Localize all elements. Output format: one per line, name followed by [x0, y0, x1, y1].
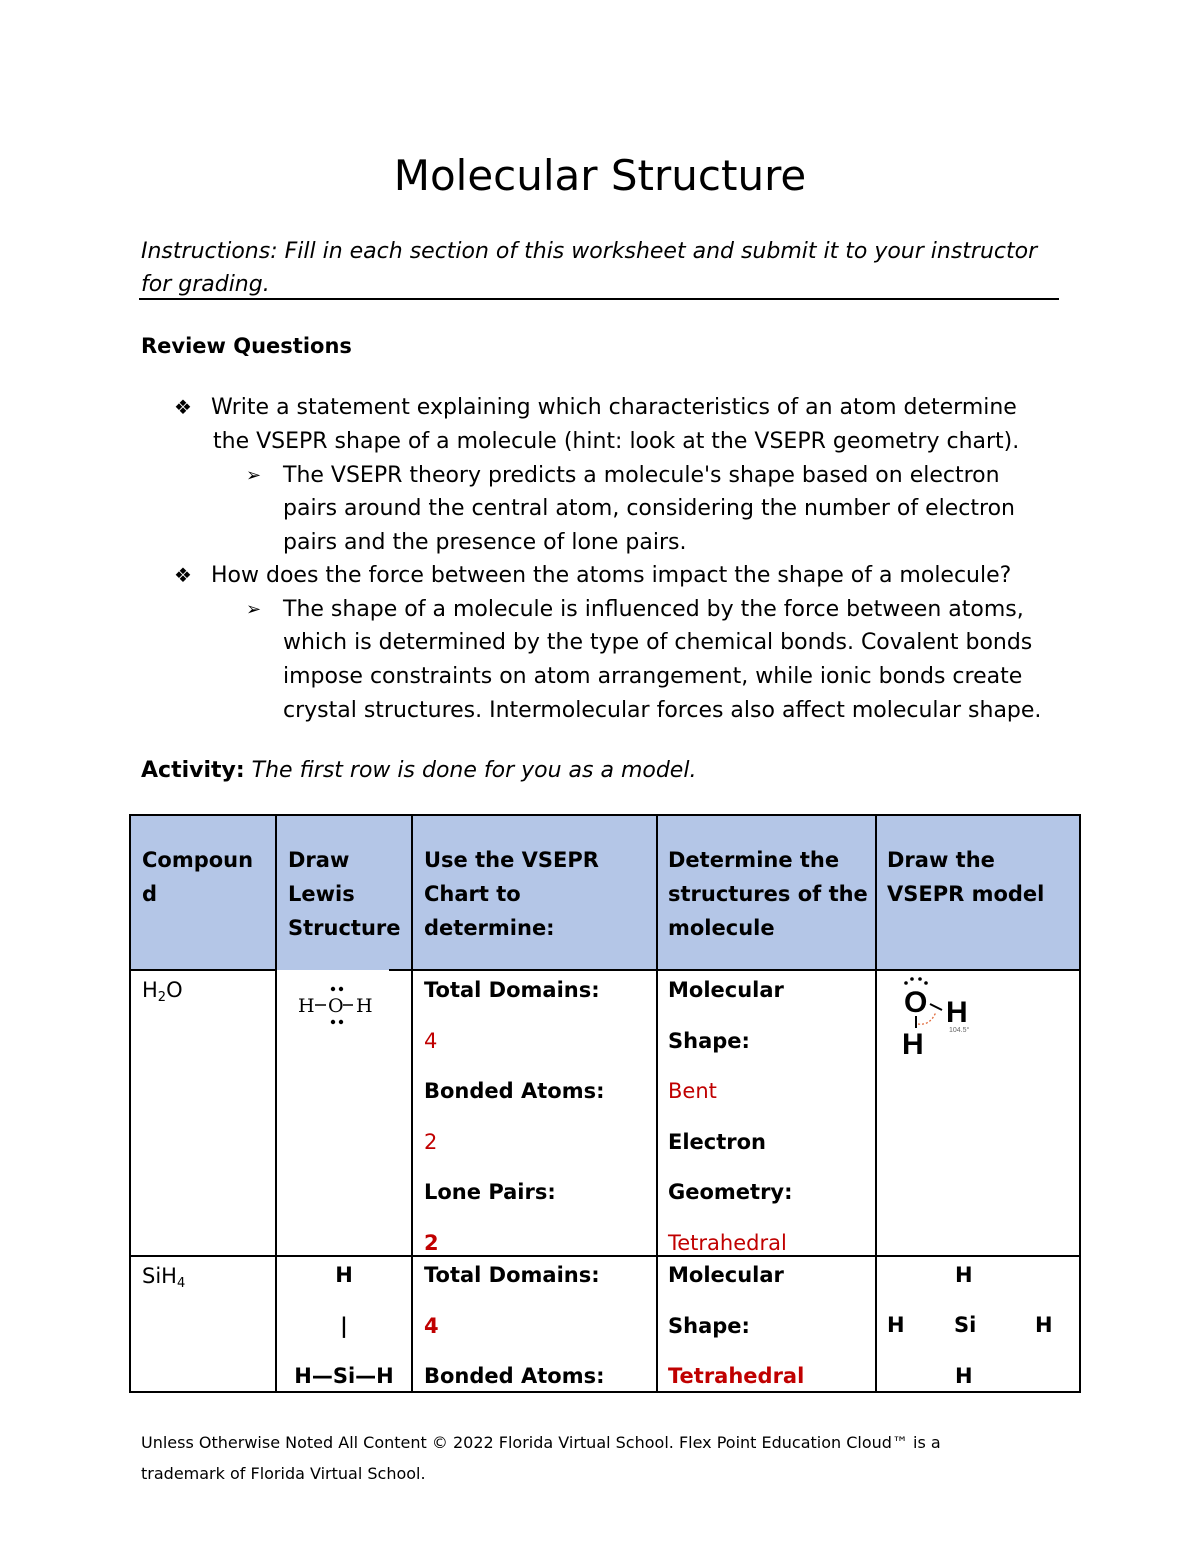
model-o: O [904, 986, 928, 1019]
activity-label: Activity: [141, 758, 245, 783]
compound-h2o: $H_2O$ [142, 978, 183, 1005]
model-h-left: H [887, 1313, 905, 1337]
arrow-bullet-icon: ➢ [246, 465, 262, 486]
diamond-bullet-icon: ❖ [174, 395, 192, 419]
activity-line [141, 758, 696, 783]
answer-1-line-3: pairs and the presence of lone pairs. [283, 530, 687, 555]
question-1-line-2: the VSEPR shape of a molecule (hint: look at the VSEPR geometry chart). [213, 429, 1020, 454]
header-lewis: Draw Lewis Structure [288, 848, 401, 940]
table-border-bottom [129, 1391, 1081, 1393]
vsepr-model-h2o [896, 976, 986, 1061]
lewis-structure-h2o [296, 980, 386, 1030]
table-divider [656, 814, 658, 1393]
lewis-structure-sih4: H | H—Si—H [294, 1263, 394, 1388]
structures-h2o: Molecular Shape: Bent Electron Geometry: Tetrahedral [668, 978, 793, 1255]
model-h-right: H [1035, 1313, 1053, 1337]
question-2-line-1: How does the force between the atoms impact the shape of a molecule? [211, 563, 1012, 588]
vsepr-values-sih4: Total Domains: 4 Bonded Atoms: [424, 1263, 605, 1388]
header-structures: Determine the structures of the molecule [668, 848, 868, 940]
table-border-top [129, 814, 1081, 816]
model-h-bottom: H [955, 1364, 973, 1388]
model-angle: 104.5° [949, 1027, 970, 1034]
lewis-o-center: O [328, 995, 344, 1017]
table-divider [875, 814, 877, 1393]
lewis-h-right: H [356, 995, 373, 1017]
table-row-divider [129, 969, 277, 971]
header-vsepr: Use the VSEPR Chart to determine: [424, 848, 599, 940]
table-divider [411, 814, 413, 1393]
answer-2-line-4: crystal structures. Intermolecular forces also affect molecular shape. [283, 698, 1042, 723]
answer-1-line-1: The VSEPR theory predicts a molecule's shape based on electron [283, 463, 1000, 488]
answer-2-line-2: which is determined by the type of chemical bonds. Covalent bonds [283, 630, 1033, 655]
model-si-center: Si [954, 1313, 977, 1337]
diamond-bullet-icon: ❖ [174, 563, 192, 587]
footer-copyright: Unless Otherwise Noted All Content © 2022 Florida Virtual School. Flex Point Education Cloud™ is a trademark of Florida Virtual School. [141, 1433, 941, 1483]
table-border-right [1079, 814, 1081, 1393]
compound-sih4: SiH$_4$ [142, 1264, 186, 1291]
header-compound: Compoun d [142, 848, 254, 906]
table-row-divider [129, 1255, 1081, 1257]
vsepr-values-h2o: Total Domains: 4 Bonded Atoms: 2 Lone Pairs: 2 [424, 978, 605, 1255]
model-h-top: H [955, 1263, 973, 1287]
question-1-line-1: Write a statement explaining which characteristics of an atom determine [211, 395, 1017, 420]
answer-2-line-1: The shape of a molecule is influenced by the force between atoms, [283, 597, 1024, 622]
table-border-left [129, 814, 131, 1393]
lewis-h-left: H [298, 995, 315, 1017]
divider-line [139, 298, 1059, 300]
arrow-bullet-icon: ➢ [246, 599, 262, 620]
answer-1-line-2: pairs around the central atom, considering the number of electron [283, 496, 1015, 521]
review-heading: Review Questions [141, 334, 352, 358]
activity-note: The first row is done for you as a model. [251, 758, 697, 783]
instructions-text: Instructions: Fill in each section of this worksheet and submit it to your instructor for grading. [141, 239, 1038, 297]
model-h-bottom: H [902, 1028, 924, 1061]
structures-sih4: Molecular Shape: Tetrahedral [668, 1263, 805, 1388]
model-h-right: H [946, 996, 968, 1029]
answer-2-line-3: impose constraints on atom arrangement, while ionic bonds create [283, 664, 1023, 689]
page-title: Molecular Structure [393, 151, 807, 200]
header-model: Draw the VSEPR model [887, 848, 1045, 906]
